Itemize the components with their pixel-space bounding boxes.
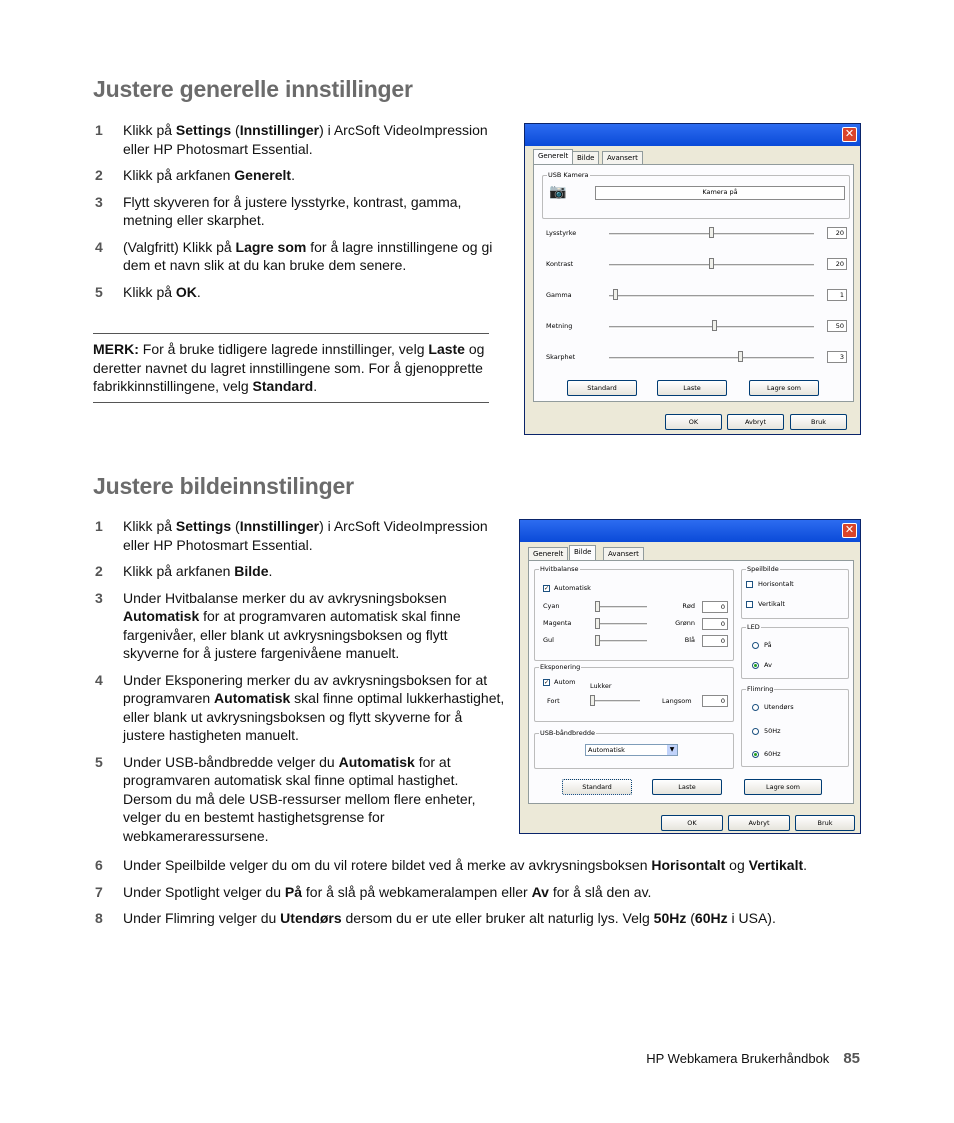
group-usb-bandwidth xyxy=(534,729,734,769)
page-footer xyxy=(646,1050,860,1067)
slider-value[interactable]: 20 xyxy=(827,258,847,270)
tab-avansert[interactable]: Avansert xyxy=(603,547,644,560)
shutter-value[interactable]: 0 xyxy=(702,695,728,707)
color-right-label: Rød xyxy=(682,602,695,610)
usb-bandwidth-label: USB-båndbredde xyxy=(540,729,595,737)
color-slider[interactable] xyxy=(595,640,647,643)
steps-list-image xyxy=(95,517,505,853)
standard-button[interactable]: Standard xyxy=(567,380,637,396)
slider-track[interactable] xyxy=(609,295,814,298)
save-as-button[interactable]: Lagre som xyxy=(749,380,819,396)
image-step xyxy=(95,883,865,902)
general-step xyxy=(95,238,505,275)
group-usb-camera xyxy=(542,171,850,219)
step-number: 1 xyxy=(95,122,103,138)
led-on-label: På xyxy=(764,641,772,649)
shutter-slider[interactable] xyxy=(590,700,640,703)
slider-label: Metning xyxy=(546,322,573,330)
usb-bandwidth-value: Automatisk xyxy=(588,746,625,754)
slider-thumb[interactable] xyxy=(738,351,743,362)
step-number: 8 xyxy=(95,910,103,926)
color-value[interactable]: 0 xyxy=(702,618,728,630)
color-slider[interactable] xyxy=(595,606,647,609)
section-title-general: Justere generelle innstillinger xyxy=(93,76,413,102)
steps-list-image-wide xyxy=(95,856,865,936)
fast-label: Fort xyxy=(547,697,560,705)
step-text: Under Eksponering merker du av avkrysningsboksen for at programvaren Automatisk skal finne optimal lukkerhastighet, eller blank ut avkrysningsboksen og flytt skyverne for å justere hastigheten manuelt. xyxy=(123,671,505,743)
save-as-button[interactable]: Lagre som xyxy=(744,779,822,795)
step-text: Under Spotlight velger du På for å slå på webkameralampen eller Av for å slå den av. xyxy=(123,883,652,900)
section-title-image: Justere bildeinnstilinger xyxy=(93,473,354,499)
slider-label: Skarphet xyxy=(546,353,576,361)
color-value[interactable]: 0 xyxy=(702,635,728,647)
usb-bandwidth-select[interactable] xyxy=(585,744,678,756)
color-slider[interactable] xyxy=(595,623,647,626)
image-step xyxy=(95,589,505,663)
group-led xyxy=(741,623,849,679)
step-text: Under Flimring velger du Utendørs dersom du er ute eller bruker alt naturlig lys. Velg 50Hz (60Hz i USA). xyxy=(123,910,776,926)
image-step xyxy=(95,856,865,875)
shutter-slider-thumb[interactable] xyxy=(590,695,595,706)
led-off-label: Av xyxy=(764,661,772,669)
step-number: 5 xyxy=(95,283,103,300)
step-number: 3 xyxy=(95,589,103,606)
tab-bilde[interactable]: Bilde xyxy=(569,545,596,560)
slider-value[interactable]: 20 xyxy=(827,227,847,239)
apply-button[interactable]: Bruk xyxy=(795,815,855,831)
step-text: Under Hvitbalanse merker du av avkrysningsboksen Automatisk for at programvaren automatisk skal finne fargenivåer, eller blank ut avkrysningsboksen og flytt skyverne for å justere fargenivåene manuelt. xyxy=(123,589,461,661)
tab-generelt[interactable]: Generelt xyxy=(533,149,573,164)
shutter-label: Lukker xyxy=(590,682,612,690)
color-left-label: Gul xyxy=(543,636,554,644)
slider-value[interactable]: 3 xyxy=(827,351,847,363)
slider-value[interactable]: 1 xyxy=(827,289,847,301)
group-exposure xyxy=(534,663,734,722)
exposure-label: Eksponering xyxy=(540,663,581,671)
step-number: 3 xyxy=(95,193,103,210)
white-balance-label: Hvitbalanse xyxy=(540,565,579,573)
load-button[interactable]: Laste xyxy=(652,779,722,795)
slider-thumb[interactable] xyxy=(709,258,714,269)
settings-dialog-general xyxy=(524,123,861,435)
step-text: Klikk på arkfanen Bilde. xyxy=(123,563,273,579)
hz60-radio[interactable] xyxy=(752,751,759,758)
ok-button[interactable]: OK xyxy=(665,414,722,430)
step-text: Klikk på OK. xyxy=(123,283,201,300)
step-number: 4 xyxy=(95,671,103,688)
ok-button[interactable]: OK xyxy=(661,815,723,831)
step-text: Under USB-båndbredde velger du Automatisk for at programvaren automatisk skal finne optimal hastighet. Dersom du må dele USB-ressurser mellom flere enheter, velger du en bestemt hastighetsgrense for webkameraressursene. xyxy=(123,753,476,844)
led-off-radio[interactable] xyxy=(752,662,759,669)
hz50-label: 50Hz xyxy=(764,727,781,735)
step-text: Klikk på Settings (Innstillinger) i ArcSoft VideoImpression eller HP Photosmart Essential. xyxy=(123,518,488,553)
step-text: Under Speilbilde velger du om du vil rotere bildet ved å merke av avkrysningsboksen Horisontalt og Vertikalt. xyxy=(123,857,808,873)
hz50-radio[interactable] xyxy=(752,728,759,735)
image-step xyxy=(95,909,865,928)
tab-bilde[interactable]: Bilde xyxy=(572,151,599,164)
auto-exposure-label: Autom xyxy=(554,678,576,686)
step-number: 4 xyxy=(95,238,103,255)
color-slider-thumb[interactable] xyxy=(595,601,600,612)
apply-button[interactable]: Bruk xyxy=(790,414,847,430)
image-step xyxy=(95,562,505,581)
chevron-down-icon[interactable]: ▼ xyxy=(667,745,677,755)
image-step xyxy=(95,753,505,846)
general-step xyxy=(95,193,505,230)
tab-generelt[interactable]: Generelt xyxy=(528,547,568,560)
color-left-label: Cyan xyxy=(543,602,560,610)
step-number: 5 xyxy=(95,753,103,770)
flicker-label: Flimring xyxy=(747,685,774,693)
note-box xyxy=(93,333,489,403)
color-right-label: Grønn xyxy=(675,619,695,627)
vertical-label: Vertikalt xyxy=(758,600,785,608)
horizontal-checkbox[interactable] xyxy=(746,581,753,588)
vertical-checkbox[interactable] xyxy=(746,601,753,608)
hz60-label: 60Hz xyxy=(764,750,781,758)
tab-avansert[interactable]: Avansert xyxy=(602,151,643,164)
title-bar xyxy=(525,124,860,146)
slider-label: Gamma xyxy=(546,291,572,299)
group-mirror xyxy=(741,565,849,619)
slider-track[interactable] xyxy=(609,357,814,360)
step-text: (Valgfritt) Klikk på Lagre som for å lagre innstillingene og gi dem et navn slik at du kan bruke dem senere. xyxy=(123,238,493,273)
color-slider-thumb[interactable] xyxy=(595,618,600,629)
slider-thumb[interactable] xyxy=(613,289,618,300)
camera-field[interactable]: Kamera på xyxy=(595,186,845,200)
camera-icon: 📷 xyxy=(549,184,567,200)
cancel-button[interactable]: Avbryt xyxy=(728,815,790,831)
close-button[interactable]: ✕ xyxy=(842,523,857,538)
step-number: 6 xyxy=(95,857,103,873)
load-button[interactable]: Laste xyxy=(657,380,727,396)
general-step xyxy=(95,283,505,302)
group-label: USB Kamera xyxy=(548,171,589,179)
auto-white-balance-label: Automatisk xyxy=(554,584,591,592)
color-slider-thumb[interactable] xyxy=(595,635,600,646)
step-number: 2 xyxy=(95,167,103,183)
outdoor-label: Utendørs xyxy=(764,703,794,711)
close-button[interactable]: ✕ xyxy=(842,127,857,142)
slider-label: Kontrast xyxy=(546,260,574,268)
footer-title: HP Webkamera Brukerhåndbok xyxy=(646,1051,830,1066)
steps-list-general xyxy=(95,121,505,309)
general-step xyxy=(95,121,505,158)
step-number: 2 xyxy=(95,563,103,579)
outdoor-radio[interactable] xyxy=(752,704,759,711)
slider-thumb[interactable] xyxy=(709,227,714,238)
standard-button[interactable]: Standard xyxy=(562,779,632,795)
cancel-button[interactable]: Avbryt xyxy=(727,414,784,430)
led-label: LED xyxy=(747,623,760,631)
image-step xyxy=(95,671,505,745)
slider-value[interactable]: 50 xyxy=(827,320,847,332)
auto-white-balance-checkbox[interactable]: ✓ xyxy=(544,585,550,592)
tab-panel-bilde xyxy=(528,560,854,804)
mirror-label: Speilbilde xyxy=(747,565,779,573)
horizontal-label: Horisontalt xyxy=(758,580,794,588)
step-number: 1 xyxy=(95,518,103,534)
page-number: 85 xyxy=(843,1050,860,1067)
note-text: MERK: For å bruke tidligere lagrede innstillinger, velg Laste og deretter navnet du lagret innstillingene som. For å gjenopprette fabrikkinnstillingene, velg Standard. xyxy=(93,341,485,394)
color-left-label: Magenta xyxy=(543,619,572,627)
auto-exposure-checkbox[interactable]: ✓ xyxy=(544,679,550,686)
step-text: Klikk på arkfanen Generelt. xyxy=(123,167,295,183)
step-text: Klikk på Settings (Innstillinger) i ArcSoft VideoImpression eller HP Photosmart Essential. xyxy=(123,122,488,157)
tab-panel-generelt xyxy=(533,164,854,402)
title-bar xyxy=(520,520,860,542)
image-step xyxy=(95,517,505,554)
slow-label: Langsom xyxy=(662,697,692,705)
step-number: 7 xyxy=(95,883,103,900)
color-right-label: Blå xyxy=(684,636,695,644)
step-text: Flytt skyveren for å justere lysstyrke, kontrast, gamma, metning eller skarphet. xyxy=(123,193,462,228)
slider-label: Lysstyrke xyxy=(546,229,577,237)
led-on-radio[interactable] xyxy=(752,642,759,649)
settings-dialog-image xyxy=(519,519,861,834)
group-flicker xyxy=(741,685,849,767)
general-step xyxy=(95,166,505,185)
color-value[interactable]: 0 xyxy=(702,601,728,613)
group-white-balance xyxy=(534,565,734,661)
slider-thumb[interactable] xyxy=(712,320,717,331)
